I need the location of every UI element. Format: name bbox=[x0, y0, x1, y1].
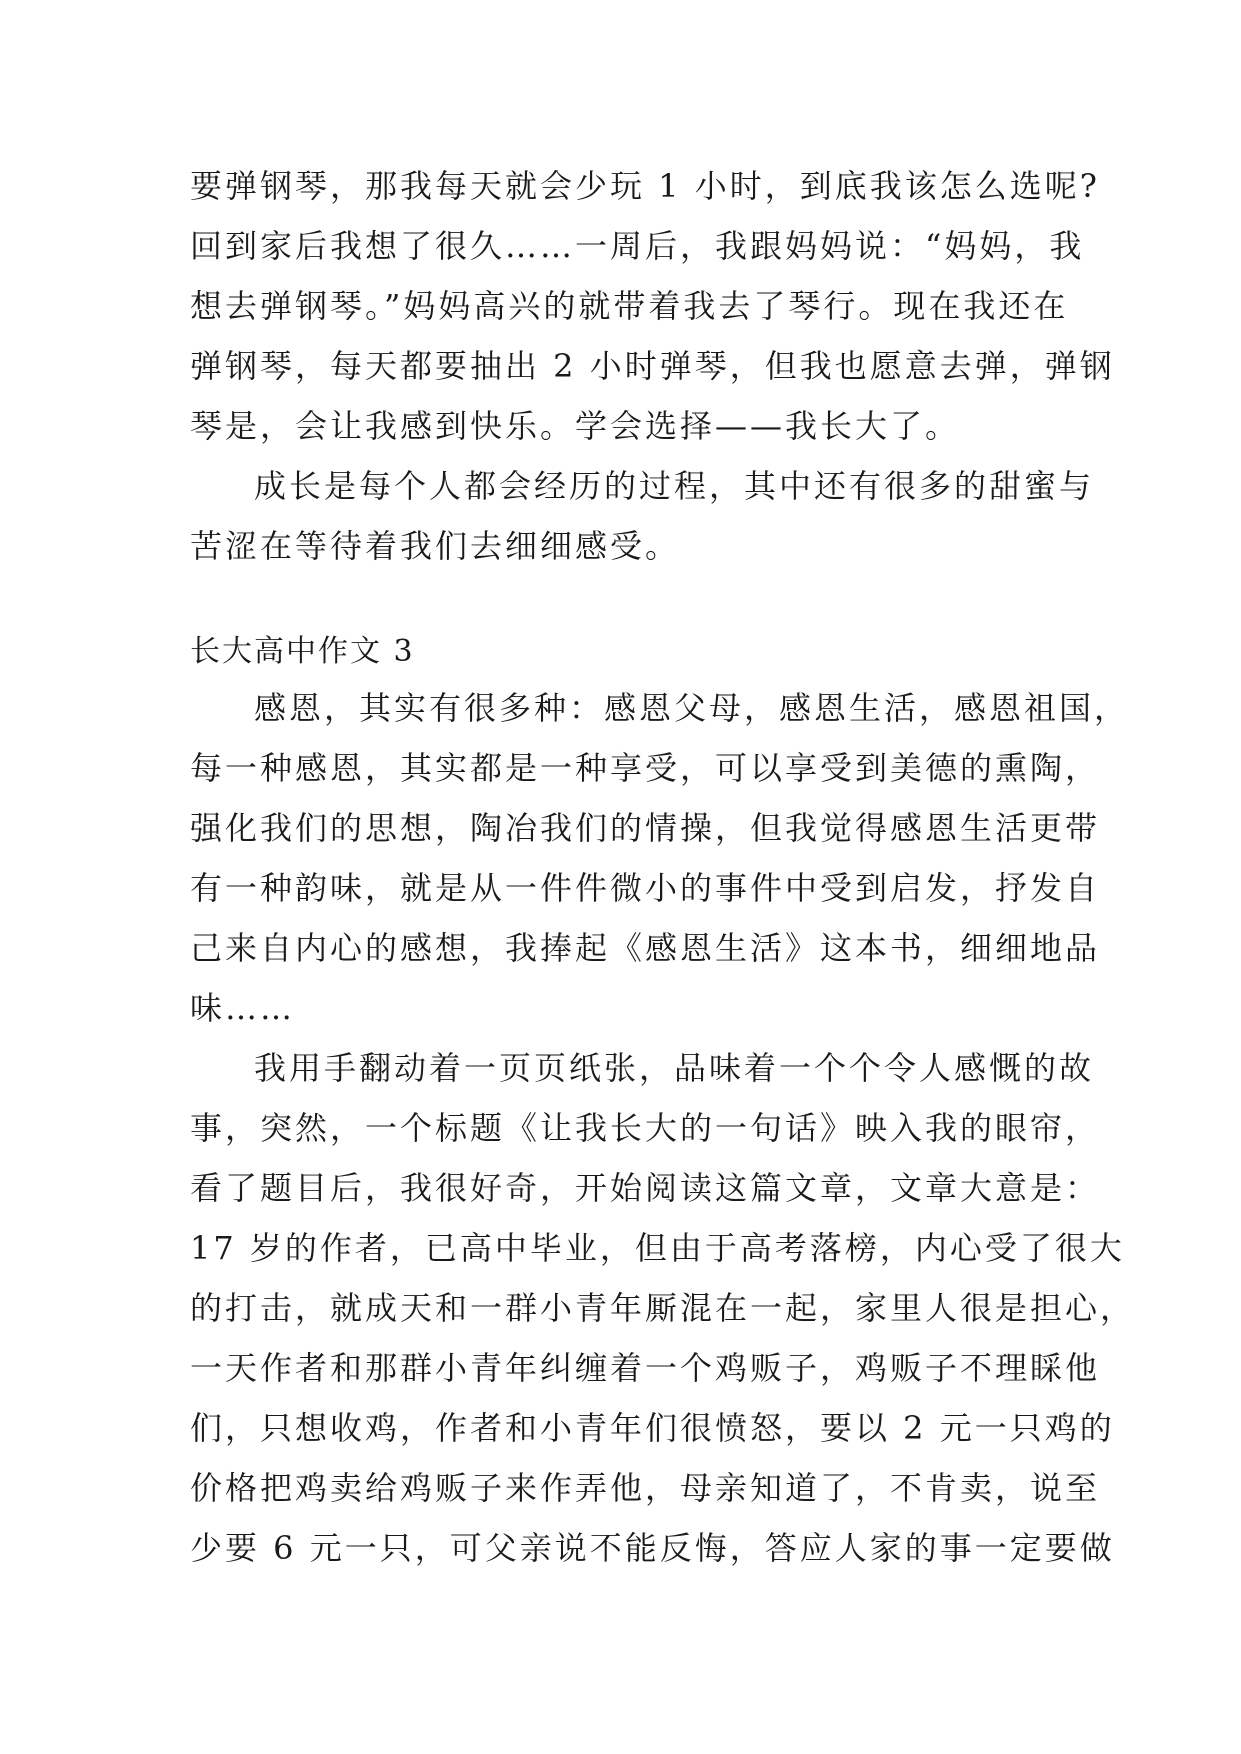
paragraph-line: 的打击，就成天和一群小青年厮混在一起，家里人很是担心， bbox=[190, 1289, 1136, 1327]
paragraph-line: 少要 6 元一只，可父亲说不能反悔，答应人家的事一定要做 bbox=[190, 1529, 1115, 1567]
paragraph-line: 强化我们的思想，陶冶我们的情操，但我觉得感恩生活更带 bbox=[190, 809, 1101, 847]
paragraph-line: 己来自内心的感想，我捧起《感恩生活》这本书，细细地品 bbox=[190, 929, 1101, 967]
paragraph-line: 要弹钢琴，那我每天就会少玩 1 小时，到底我该怎么选呢? bbox=[190, 167, 1100, 205]
paragraph-line: 有一种韵味，就是从一件件微小的事件中受到启发，抒发自 bbox=[190, 869, 1101, 907]
paragraph-line: 一天作者和那群小青年纠缠着一个鸡贩子，鸡贩子不理睬他 bbox=[190, 1349, 1101, 1387]
paragraph-line: 感恩，其实有很多种：感恩父母，感恩生活，感恩祖国， bbox=[254, 689, 1130, 727]
paragraph-line: 看了题目后，我很好奇，开始阅读这篇文章，文章大意是： bbox=[190, 1169, 1101, 1207]
paragraph-line: 弹钢琴，每天都要抽出 2 小时弹琴，但我也愿意去弹，弹钢 bbox=[190, 347, 1115, 385]
paragraph-line: 成长是每个人都会经历的过程，其中还有很多的甜蜜与 bbox=[254, 467, 1095, 505]
paragraph-line: 我用手翻动着一页页纸张，品味着一个个令人感慨的故 bbox=[254, 1049, 1095, 1087]
paragraph-line: 苦涩在等待着我们去细细感受。 bbox=[190, 527, 681, 565]
paragraph-line: 17 岁的作者，已高中毕业，但由于高考落榜，内心受了很大 bbox=[190, 1229, 1125, 1267]
section-heading: 长大高中作文 3 bbox=[190, 634, 415, 669]
paragraph-line: 琴是，会让我感到快乐。学会选择——我长大了。 bbox=[190, 407, 961, 445]
paragraph-line: 想去弹钢琴。”妈妈高兴的就带着我去了琴行。现在我还在 bbox=[190, 287, 1069, 325]
paragraph-line: 味…… bbox=[190, 989, 296, 1027]
paragraph-line: 价格把鸡卖给鸡贩子来作弄他，母亲知道了，不肯卖，说至 bbox=[190, 1469, 1101, 1507]
paragraph-line: 事，突然，一个标题《让我长大的一句话》映入我的眼帘， bbox=[190, 1109, 1101, 1147]
paragraph-line: 每一种感恩，其实都是一种享受，可以享受到美德的熏陶， bbox=[190, 749, 1101, 787]
paragraph-line: 们，只想收鸡，作者和小青年们很愤怒，要以 2 元一只鸡的 bbox=[190, 1409, 1115, 1447]
paragraph-line: 回到家后我想了很久……一周后，我跟妈妈说：“妈妈，我 bbox=[190, 227, 1085, 265]
